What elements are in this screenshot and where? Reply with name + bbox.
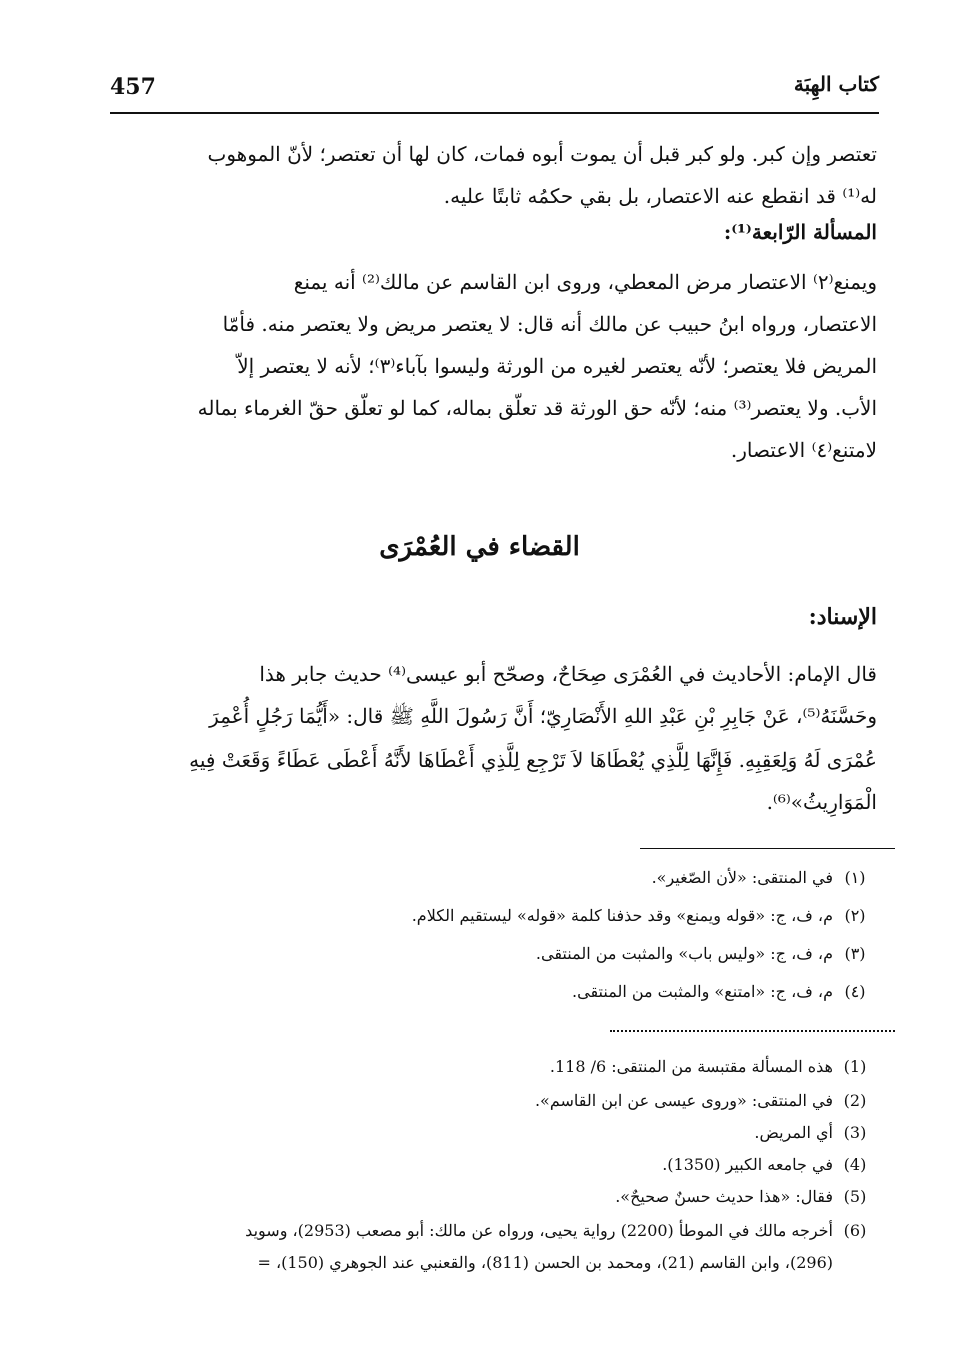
footnote-text: م، ف، ج: «وليس باب» والمثبت من المنتقى. <box>535 944 833 963</box>
page-number: 457 <box>110 74 156 100</box>
footnote-number: (٢) <box>844 906 866 925</box>
footnote-item <box>108 1052 877 1082</box>
footnote-item <box>108 976 877 1008</box>
footnote-text: هذه المسألة مقتبسة من المنتقى: 6/ 118. <box>549 1057 833 1076</box>
running-title: كتاب الهِبَة <box>793 72 879 96</box>
footnote-number: (5) <box>843 1187 867 1206</box>
footnote-item <box>108 1150 877 1180</box>
footnote-number: (4) <box>843 1155 867 1174</box>
footnote-item <box>108 1182 877 1212</box>
footnote-text: في جامعه الكبير (1350). <box>662 1155 833 1174</box>
footnote-number: (٤) <box>844 982 866 1001</box>
footnote-number: (3) <box>843 1123 867 1142</box>
footnote-text: م، ف، ج: «امتنع» والمثبت من المنتقى. <box>572 982 833 1001</box>
footnote-item <box>108 1216 877 1246</box>
footnote-text: أي المريض. <box>754 1123 833 1142</box>
footnote-item <box>108 1086 877 1116</box>
paragraph-line: الأب. ولا يعتصر⁽³⁾ منه؛ لأنّه حق الورثة قد تعلّق بماله، كما لو تعلّق حقّ الغرماء بماله <box>197 396 877 420</box>
paragraph-line: قال الإمام: الأحاديث في العُمْرَى صِحَاحٌ، وصحّح أبو عيسى⁽⁴⁾ حديث جابر هذا <box>259 662 877 686</box>
footnote-text: م، ف، ج: «قوله ويمنع» وقد حذفنا كلمة «قوله» ليستقيم الكلام. <box>411 906 833 925</box>
footnote-continuation: (296)، وابن القاسم (21)، ومحمد بن الحسن (811)، والقعنبي عند الجوهري (150)، = <box>257 1253 833 1272</box>
footnote-item <box>108 938 877 970</box>
section-title: القضاء في العُمْرَى <box>379 532 580 562</box>
paragraph-line: عُمْرَى لَهُ وَلِعَقِبِهِ. فَإِنَّهَا لِلَّذِي يُعْطَاهَا لاَ تَرْجِع لِلَّذِي أَعْطَاهَا لأَنَّهُ أَعْطَى عَطَاءً وَقَعَتْ فِيهِ <box>189 748 877 772</box>
dotted-separator <box>610 1030 895 1032</box>
paragraph-line: ويمنع⁽٢⁾ الاعتصار مرض المعطي، وروى ابن القاسم عن مالك⁽²⁾ أنه يمنع <box>293 270 877 294</box>
page-header <box>110 70 879 110</box>
paragraph-line: وحَسَّنَهُ⁽⁵⁾، عَنْ جَابِرِ بْنِ عَبْدِ اللهِ الأَنْصَارِيّ؛ أَنَّ رَسُولَ اللَّهِ ﷺ قال: «أَيُّمَا رَجُلٍ أُعْمِرَ <box>209 704 877 728</box>
footnote-item <box>108 1118 877 1148</box>
footnote-item <box>108 862 877 894</box>
paragraph-line: الاعتصار، ورواه ابنُ حبيب عن مالك أنه قال: لا يعتصر مريض ولا يعتصر منه. فأمّا <box>222 312 877 336</box>
subheading-masala: المسألة الرّابعة⁽¹⁾: <box>723 220 877 244</box>
footnote-number: (2) <box>843 1091 867 1110</box>
footnote-text: أخرجه مالك في الموطأ (2200) رواية يحيى، ورواه عن مالك: أبو مصعب (2953)، وسويد <box>245 1221 833 1240</box>
paragraph-line: له⁽¹⁾ قد انقطع عنه الاعتصار، بل بقي حكمُه ثابتًا عليه. <box>443 184 877 208</box>
footnote-number: (6) <box>843 1221 867 1240</box>
subheading-isnad: الإسناد: <box>808 604 877 630</box>
paragraph-line: الْمَوَارِيثُ»⁽⁶⁾. <box>766 790 877 814</box>
footnote-text: في المنتقى: «وروى عيسى عن ابن القاسم». <box>534 1091 833 1110</box>
header-rule <box>110 112 879 114</box>
footnote-text: في المنتقى: «لأن الصّغير». <box>651 868 833 887</box>
footnote-text: فقال: «هذا حديث حسنٌ صحيحٌ». <box>615 1187 833 1206</box>
footnote-rule <box>640 848 895 849</box>
footnote-number: (1) <box>843 1057 867 1076</box>
footnote-number: (١) <box>844 868 866 887</box>
footnote-number: (٣) <box>844 944 866 963</box>
paragraph-line: لامتنع⁽٤⁾ الاعتصار. <box>730 438 877 462</box>
paragraph-line: المريض فلا يعتصر؛ لأنّه يعتصر لغيره من الورثة وليسوا بآباء⁽٣⁾؛ لأنه لا يعتصر إلاّ <box>237 354 877 378</box>
footnote-item <box>108 900 877 932</box>
paragraph-line: تعتصر وإن كبر. ولو كبر قبل أن يموت أبوه فمات، كان لها أن تعتصر؛ لأنّ الموهوب <box>207 142 877 166</box>
